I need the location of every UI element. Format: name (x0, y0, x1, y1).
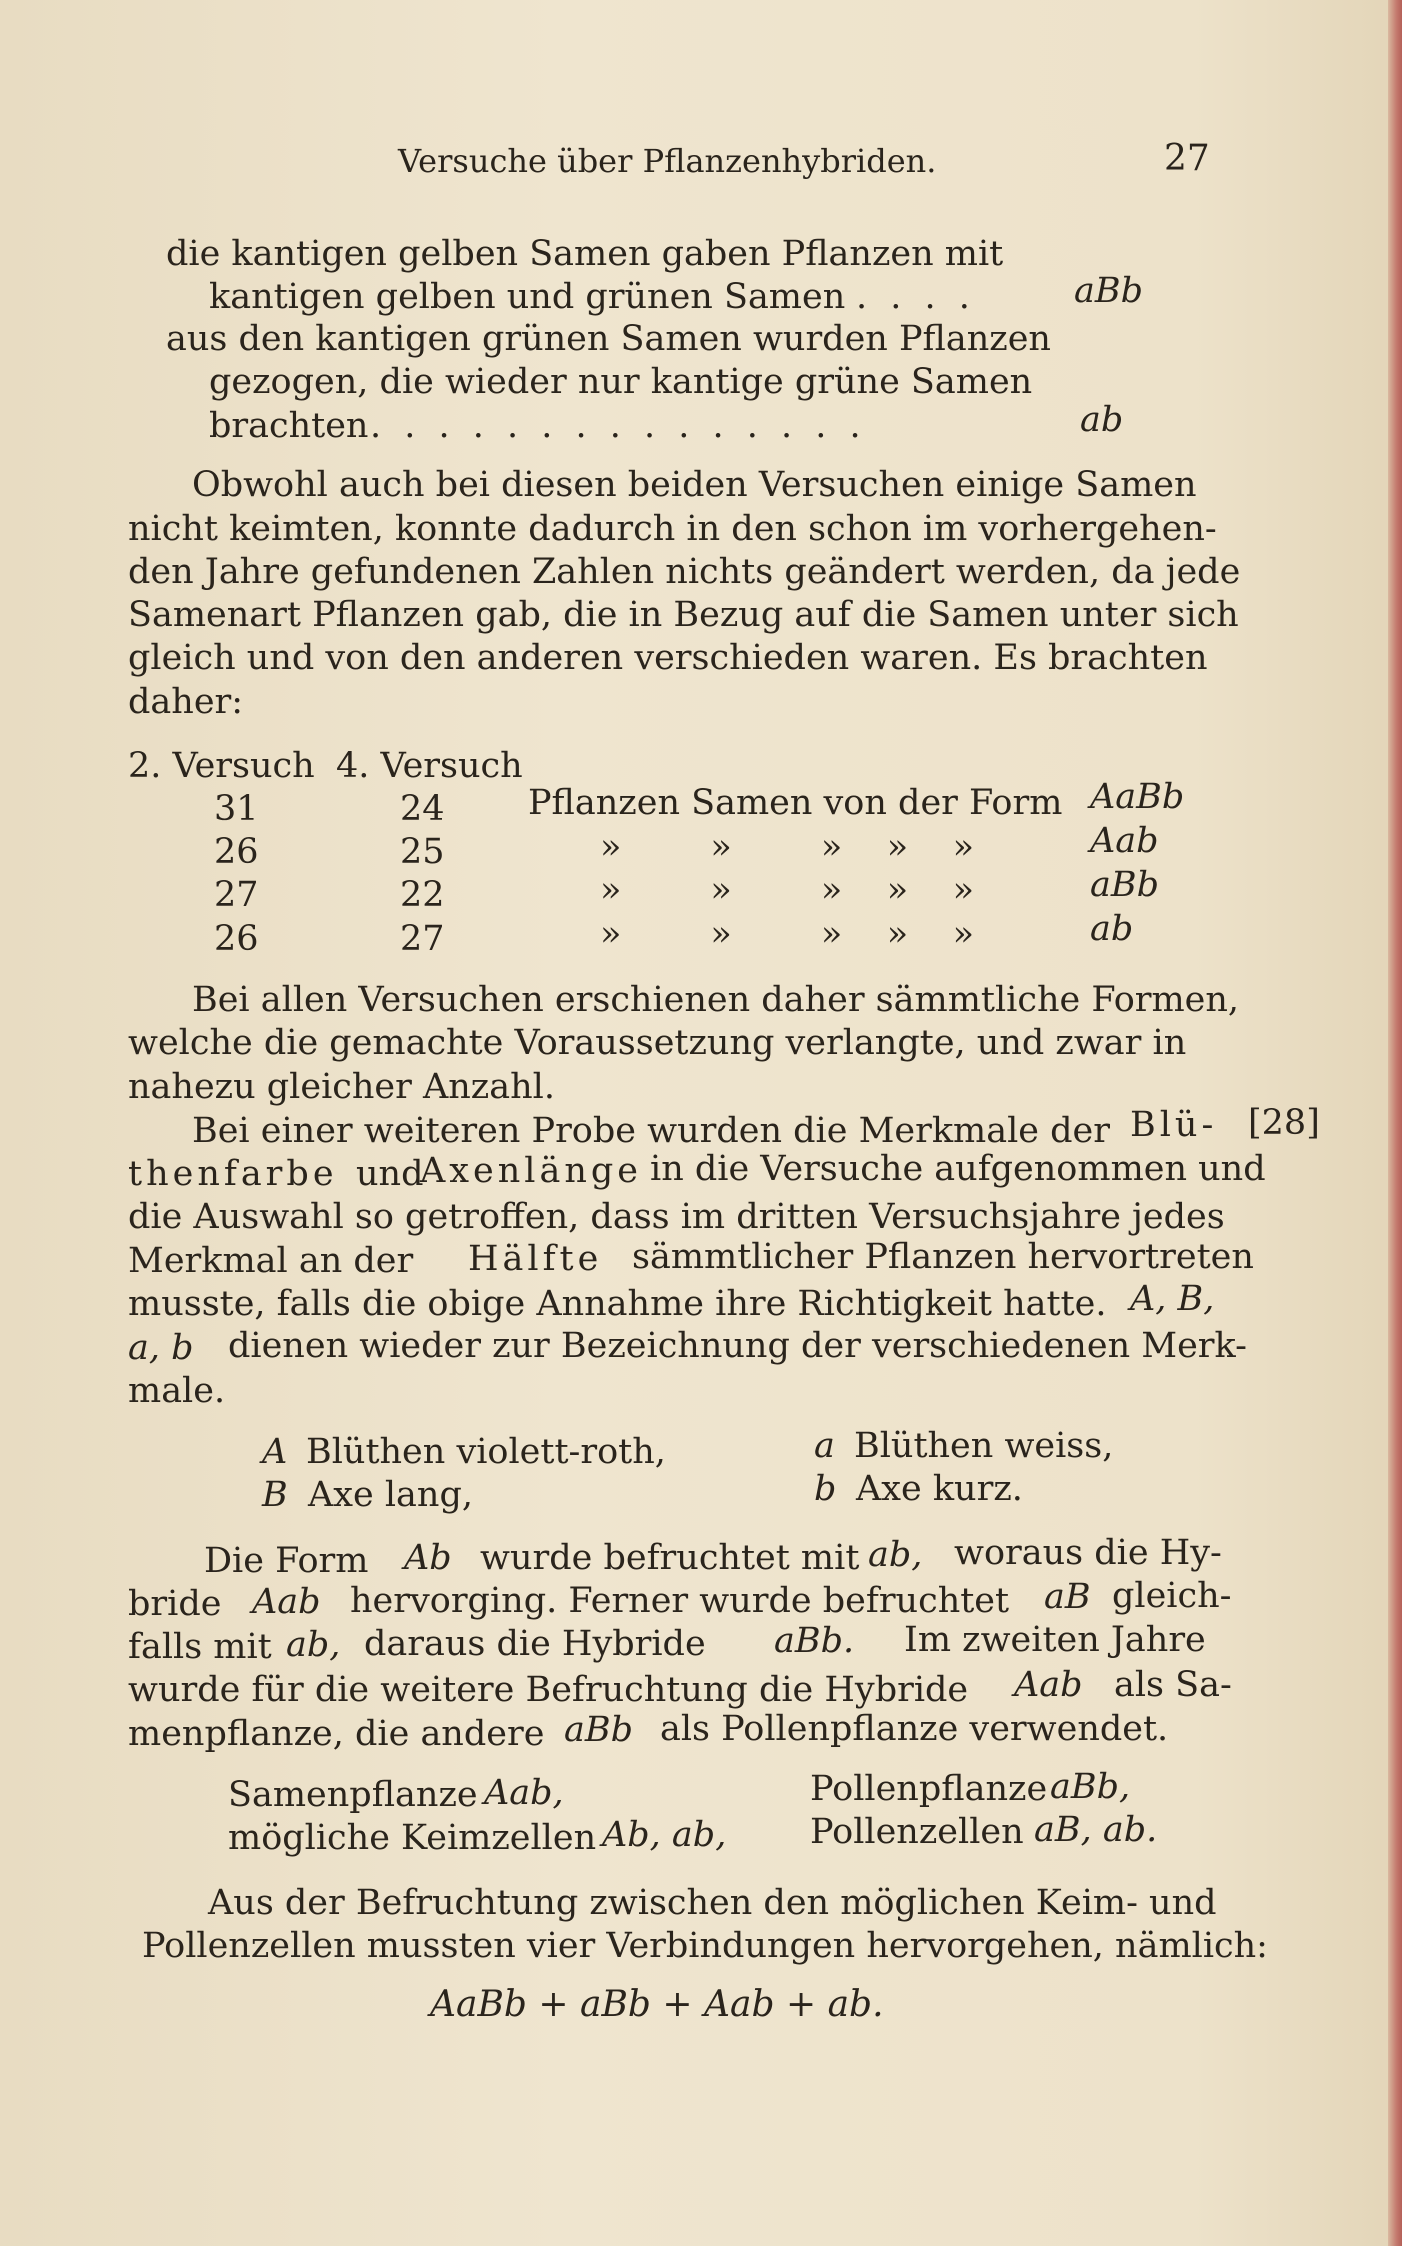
list-line-2-symbol: aBb (1074, 271, 1143, 311)
term-halfte: Hälfte (468, 1239, 603, 1279)
para5-line-2: Pollenzellen mussten vier Verbindungen hervorgehen, nämlich: (142, 1926, 1268, 1966)
para4-line-1a: Die Form (204, 1541, 369, 1581)
para1-line-1: Obwohl auch bei diesen beiden Versuchen einige Samen (192, 465, 1197, 505)
trait-text-A: Blüthen violett-roth, (306, 1432, 666, 1472)
symbol-ab: ab, (286, 1625, 341, 1665)
term-axenlange: Axenlänge (420, 1151, 642, 1191)
symbol-aBb: aBb. (774, 1621, 855, 1661)
para3-line-2-rest: in die Versuche aufgenommen und (650, 1149, 1266, 1189)
para1-line-3: den Jahre gefundenen Zahlen nichts geändert werden, da jede (128, 552, 1241, 592)
table-cell-form: ab (1090, 909, 1134, 949)
table-cell-v2: 26 (214, 919, 259, 959)
para3-line-3: die Auswahl so getroffen, dass im dritten Versuchsjahre jedes (128, 1197, 1225, 1237)
para3-line-4a: Merkmal an der (128, 1241, 414, 1281)
table-header-versuch-4: 4. Versuch (336, 746, 523, 786)
table-header-versuch-2: 2. Versuch (128, 746, 315, 786)
list-line-4: gezogen, die wieder nur kantige grüne Samen (209, 362, 1033, 402)
trait-symbol-b: b (814, 1469, 837, 1509)
trait-symbol-a: a (814, 1426, 835, 1466)
para1-line-4: Samenart Pflanzen gab, die in Bezug auf die Samen unter sich (128, 595, 1239, 635)
pollen-plant-label: Pollenpflanze (810, 1769, 1048, 1809)
para4-line-1b: wurde befruchtet mit (480, 1538, 860, 1578)
margin-page-note: [28] (1248, 1103, 1320, 1143)
symbol-Aab: Aab (1014, 1665, 1083, 1705)
para3-line-2-und: und (356, 1154, 424, 1194)
list-line-2: kantigen gelben und grünen Samen (209, 277, 846, 317)
table-cell-v4: 27 (400, 919, 445, 959)
list-line-5: brachten (209, 406, 369, 446)
trait-text-B: Axe lang, (308, 1475, 473, 1515)
trait-text-b: Axe kurz. (856, 1469, 1023, 1509)
para4-line-2a: bride (128, 1584, 222, 1624)
page-edge (1388, 0, 1402, 2246)
table-cell-v4: 24 (400, 789, 445, 829)
para4-line-4a: wurde für die weitere Befruchtung die Hybride (128, 1670, 969, 1710)
table-cell-ditto: » » » » » (600, 827, 975, 867)
list-line-3: aus den kantigen grünen Samen wurden Pflanzen (166, 319, 1051, 359)
symbol-aBb: aBb (564, 1710, 633, 1750)
term-bluthenfarbe: thenfarbe (128, 1154, 338, 1194)
pollen-cells-symbols: aB, ab. (1034, 1810, 1158, 1850)
para3-line-5: musste, falls die obige Annahme ihre Richtigkeit hatte. (128, 1284, 1107, 1324)
pollen-plant-symbol: aBb, (1050, 1767, 1131, 1807)
para2-line-3: nahezu gleicher Anzahl. (128, 1067, 555, 1107)
list-line-2-dots: . . . . (856, 277, 976, 317)
symbol-Aab: Aab (252, 1582, 321, 1622)
symbol-aB: aB (1044, 1577, 1091, 1617)
para3-line-5-symbols: A, B, (1130, 1279, 1215, 1319)
para5-line-1: Aus der Befruchtung zwischen den möglichen Keim- und (208, 1883, 1217, 1923)
pollen-cells-label: Pollenzellen (810, 1812, 1024, 1852)
table-cell-ditto: » » » » » (600, 870, 975, 910)
para4-line-3a: falls mit (128, 1627, 272, 1667)
para2-line-1: Bei allen Versuchen erschienen daher sämmtliche Formen, (192, 980, 1240, 1020)
table-cell-v2: 27 (214, 875, 259, 915)
para4-line-1c: woraus die Hy- (954, 1533, 1222, 1573)
para3-line-7: male. (128, 1371, 226, 1411)
table-cell-v2: 26 (214, 832, 259, 872)
list-line-5-dots: . . . . . . . . . . . . . . . (370, 406, 867, 446)
table-cell-v4: 22 (400, 875, 445, 915)
para4-line-5b: als Pollenpflanze verwendet. (660, 1709, 1169, 1749)
para4-line-2b: hervorging. Ferner wurde befruchtet (350, 1581, 1010, 1621)
para4-line-3b: daraus die Hybride (364, 1624, 706, 1664)
para3-line-1-spaced: Blü- (1130, 1105, 1218, 1145)
para4-line-2c: gleich- (1112, 1576, 1232, 1616)
germ-cells-label: mögliche Keimzellen (228, 1818, 597, 1858)
table-cell-v4: 25 (400, 832, 445, 872)
para3-line-6-symbols: a, b (128, 1328, 194, 1368)
page-number: 27 (1164, 138, 1210, 179)
list-line-1: die kantigen gelben Samen gaben Pflanzen mit (166, 234, 1004, 274)
table-cell-form: Aab (1090, 821, 1159, 861)
para1-line-5: gleich und von den anderen verschieden waren. Es brachten (128, 638, 1208, 678)
trait-symbol-A: A (262, 1432, 288, 1472)
genotype-equation: AaBb + aBb + Aab + ab. (430, 1984, 884, 2025)
running-header: Versuche über Pflanzenhybriden. (398, 142, 937, 180)
para4-line-3c: Im zweiten Jahre (904, 1620, 1206, 1660)
table-cell-text: Pflanzen Samen von der Form (528, 783, 1063, 823)
para2-line-2: welche die gemachte Voraussetzung verlangte, und zwar in (128, 1023, 1187, 1063)
para1-line-6: daher: (128, 682, 244, 722)
table-cell-v2: 31 (214, 789, 259, 829)
para3-line-6: dienen wieder zur Bezeichnung der verschiedenen Merk- (228, 1326, 1247, 1366)
seed-plant-label: Samenpflanze (228, 1775, 478, 1815)
seed-plant-symbol: Aab, (484, 1773, 564, 1813)
table-cell-ditto: » » » » » (600, 914, 975, 954)
table-cell-form: AaBb (1090, 777, 1185, 817)
germ-cells-symbols: Ab, ab, (602, 1815, 727, 1855)
para4-line-4b: als Sa- (1114, 1665, 1232, 1705)
list-line-5-symbol: ab (1080, 400, 1124, 440)
table-cell-form: aBb (1090, 865, 1159, 905)
para1-line-2: nicht keimten, konnte dadurch in den schon im vorhergehen- (128, 509, 1217, 549)
trait-text-a: Blüthen weiss, (854, 1426, 1114, 1466)
para4-line-5a: menpflanze, die andere (128, 1714, 545, 1754)
symbol-ab: ab, (868, 1535, 923, 1575)
para3-line-1: Bei einer weiteren Probe wurden die Merkmale der (192, 1111, 1110, 1151)
para3-line-4b: sämmtlicher Pflanzen hervortreten (632, 1237, 1254, 1277)
trait-symbol-B: B (262, 1475, 288, 1515)
symbol-Ab: Ab (404, 1538, 452, 1578)
